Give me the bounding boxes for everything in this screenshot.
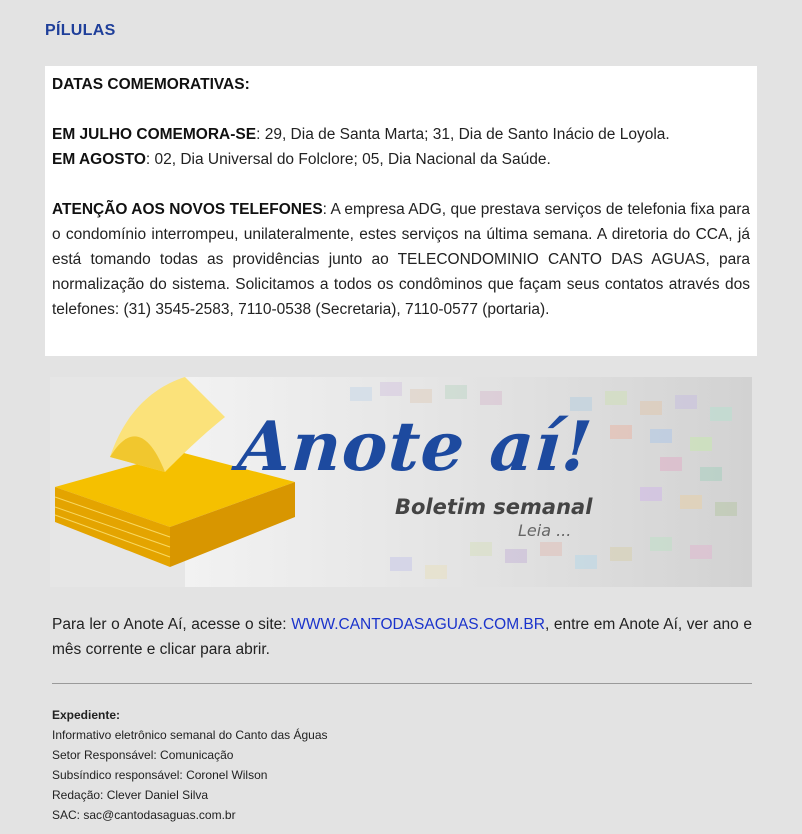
expediente-block <box>52 705 752 825</box>
access-paragraph: Para ler o Anote Aí, acesse o site: WWW.CANTODASAGUAS.COM.BR, entre em Anote Aí, ver ano e mês corrente e clicar para abrir. <box>52 616 752 658</box>
site-link[interactable]: WWW.CANTODASAGUAS.COM.BR <box>291 616 545 633</box>
august-line <box>52 147 750 172</box>
july-text: : 29, Dia de Santa Marta; 31, Dia de Santo Inácio de Loyola. <box>256 126 670 143</box>
august-text: : 02, Dia Universal do Folclore; 05, Dia Nacional da Saúde. <box>145 151 551 168</box>
phones-text: : A empresa ADG, que prestava serviços de telefonia fixa para o condomínio interrompeu, unilateralmente, estes serviços na última semana. A diretoria do CCA, já está tomando todas as providências junto ao TELECONDOMINIO CANTO DAS AGUAS, para normalização do sistema. Solicitamos a todos os condôminos que façam seus contatos através dos telefones: (31) 3545-2583, 7110-0538 (Secretaria), 7110-0577 (portaria). <box>52 201 750 318</box>
expediente-line: Informativo eletrônico semanal do Canto das Águas <box>52 728 328 742</box>
phones-paragraph <box>52 197 750 322</box>
expediente-title: Expediente: <box>52 708 121 722</box>
section-title: PÍLULAS <box>45 22 116 39</box>
expediente-line: Setor Responsável: Comunicação <box>52 748 234 762</box>
expediente-line: Subsíndico responsável: Coronel Wilson <box>52 768 268 782</box>
banner-title: Anote aí! <box>235 407 596 487</box>
expediente-line: SAC: sac@cantodasaguas.com.br <box>52 808 236 822</box>
divider <box>52 683 752 684</box>
july-line <box>52 122 750 147</box>
august-label: EM AGOSTO <box>52 151 146 168</box>
dates-heading: DATAS COMEMORATIVAS: <box>52 76 250 93</box>
news-box <box>45 66 757 356</box>
anote-ai-banner[interactable] <box>50 377 752 587</box>
banner-subtitle: Boletim semanal <box>395 495 593 519</box>
expediente-line: Redação: Clever Daniel Silva <box>52 788 209 802</box>
banner-tagline: Leia ... <box>518 521 572 540</box>
july-label: EM JULHO COMEMORA-SE <box>52 126 257 143</box>
phones-label: ATENÇÃO AOS NOVOS TELEFONES <box>52 201 323 218</box>
